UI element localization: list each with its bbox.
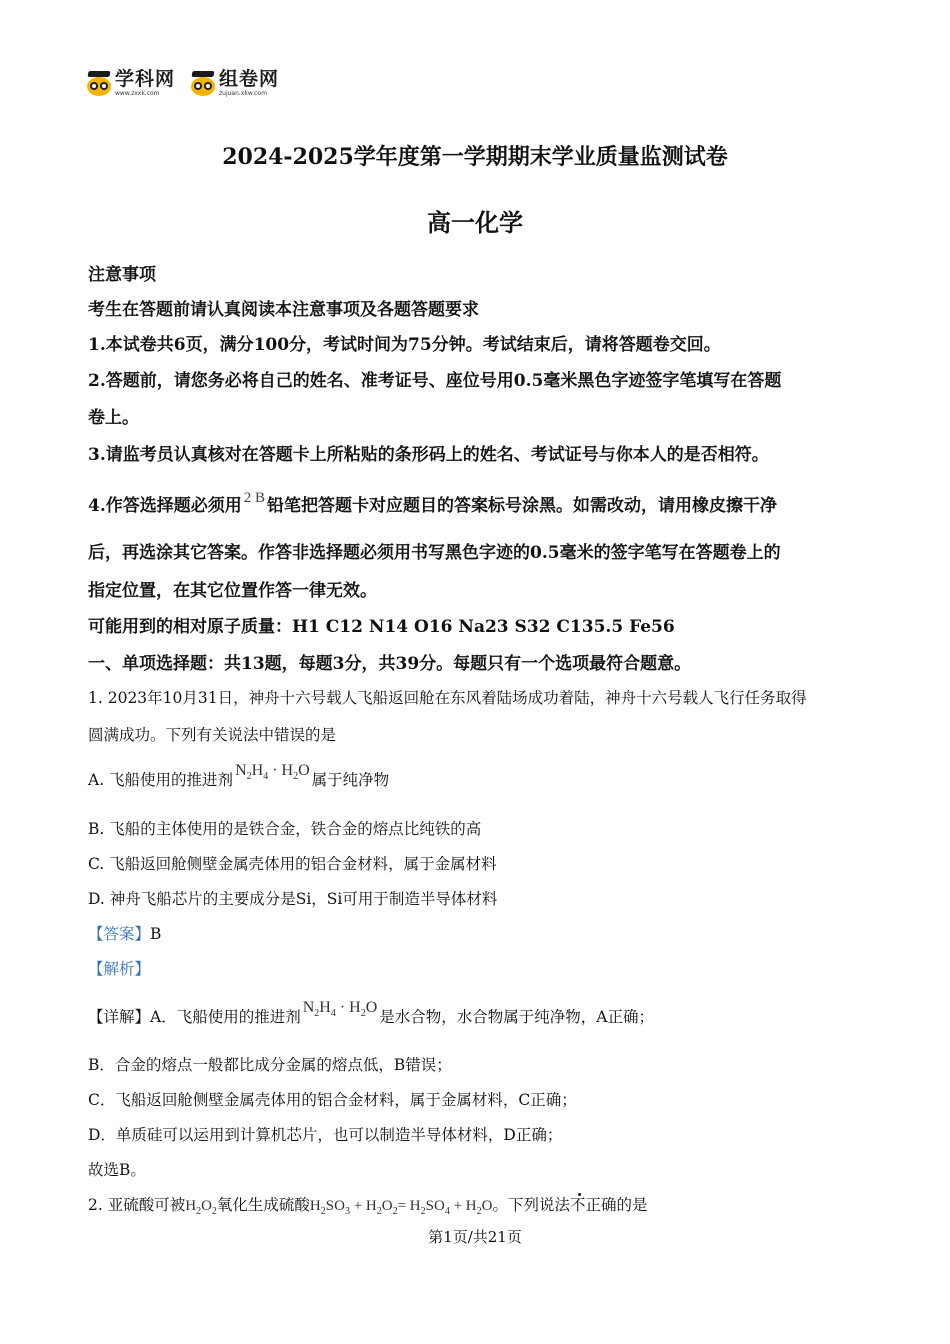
q1-option-d: D. 神舟飞船芯片的主要成分是Si，Si可用于制造半导体材料 (88, 890, 498, 908)
page-footer: 第1页/共21页 (428, 1228, 522, 1246)
logo-name: 学科网 (115, 68, 176, 90)
owl-mascot-icon (86, 71, 112, 97)
formula-n2h4-h2o: $N_2H_4 \cdot H_2O$ (235, 762, 310, 783)
pencil-grade: 2 B (243, 490, 266, 506)
q1-conclusion: 故选B。 (88, 1161, 146, 1179)
detail-a-post: 是水合物，水合物属于纯净物，A正确； (379, 1008, 654, 1026)
q2-mid: 氧化生成硫酸 (216, 1196, 310, 1214)
notice-item-3: 3.请监考员认真核对在答题卡上所粘贴的条形码上的姓名、考试证号与你本人的是否相符。 (88, 445, 769, 465)
notice-item-4-cont2: 指定位置，在其它位置作答一律无效。 (88, 581, 377, 601)
zxxk-logo (86, 70, 175, 97)
subject-title: 高一化学 (427, 208, 523, 237)
detail-a-pre: A．飞船使用的推进剂 (150, 1008, 301, 1026)
emphasis-not: 不 (569, 1196, 586, 1214)
exam-title: 2024-2025学年度第一学期期末学业质量监测试卷 (222, 144, 728, 170)
item4-pre: 4.作答选择题必须用 (88, 496, 242, 516)
logo-name: 组卷网 (219, 68, 280, 90)
q1-detail-b: B．合金的熔点一般都比成分金属的熔点低，B错误； (88, 1056, 452, 1074)
formula-h2o2: $H_2O_2$ (185, 1198, 217, 1217)
q2-stem (88, 1193, 648, 1217)
section-heading: 一、单项选择题：共13题，每题3分，共39分。每题只有一个选项最符合题意。 (88, 654, 692, 674)
q1-answer (88, 922, 161, 944)
option-a-pre: A. 飞船使用的推进剂 (88, 771, 234, 789)
owl-mascot-icon (190, 71, 216, 97)
formula-n2h4-h2o: $N_2H_4 \cdot H_2O$ (302, 999, 378, 1020)
answer-value: B (150, 925, 162, 943)
atomic-masses: 可能用到的相对原子质量：H1 C12 N14 O16 Na23 S32 C135.5 Fe56 (88, 617, 675, 637)
notice-item-2-cont: 卷上。 (88, 408, 139, 428)
notice-intro: 考生在答题前请认真阅读本注意事项及各题答题要求 (88, 300, 479, 320)
detail-tag: 【详解】 (88, 1008, 151, 1026)
notice-item-4-cont: 后，再选涂其它答案。作答非选择题必须用书写黑色字迹的0.5毫米的签字笔写在答题卷上的 (88, 543, 781, 563)
item4-post: 铅笔把答题卡对应题目的答案标号涂黑。如需改动，请用橡皮擦干净 (267, 496, 778, 516)
notice-item-4 (88, 490, 777, 516)
q1-stem-cont: 圆满成功。下列有关说法中错误的是 (88, 726, 337, 744)
q1-analysis (88, 957, 150, 979)
analysis-tag: 【解析】 (88, 960, 151, 978)
reaction-equation: $H_2SO_3 + H_2O_2= H_2SO_4 + H_2O$ (309, 1198, 493, 1217)
notice-item-2: 2.答题前，请您务必将自己的姓名、准考证号、座位号用0.5毫米黑色字迹签字笔填写在答题 (88, 371, 782, 391)
q2-end: 正确的是 (585, 1196, 648, 1214)
option-a-post: 属于纯净物 (311, 771, 390, 789)
q2-pre: 2. 亚硫酸可被 (88, 1196, 186, 1214)
q1-detail-a (88, 999, 654, 1029)
zujuan-logo (190, 70, 279, 97)
q1-option-a (88, 762, 390, 792)
q1-option-c: C. 飞船返回舱侧壁金属壳体用的铝合金材料，属于金属材料 (88, 855, 497, 873)
answer-tag: 【答案】 (88, 925, 151, 943)
logo-url: www.zxxk.com (115, 90, 160, 97)
q1-option-b: B. 飞船的主体使用的是铁合金，铁合金的熔点比纯铁的高 (88, 820, 482, 838)
notice-heading: 注意事项 (88, 265, 156, 285)
notice-item-1: 1.本试卷共6页，满分100分，考试时间为75分钟。考试结束后，请将答题卷交回。 (88, 335, 721, 355)
q1-stem: 1. 2023年10月31日，神舟十六号载人飞船返回舱在东风着陆场成功着陆，神舟十六号载人飞行任务取得 (88, 689, 807, 707)
q1-detail-d: D．单质硅可以运用到计算机芯片，也可以制造半导体材料，D正确； (88, 1126, 563, 1144)
q2-post: 。下列说法 (492, 1196, 570, 1214)
q1-detail-c: C．飞船返回舱侧壁金属壳体用的铝合金材料，属于金属材料，C正确； (88, 1091, 577, 1109)
logo-url: zujuan.xkw.com (219, 90, 267, 97)
